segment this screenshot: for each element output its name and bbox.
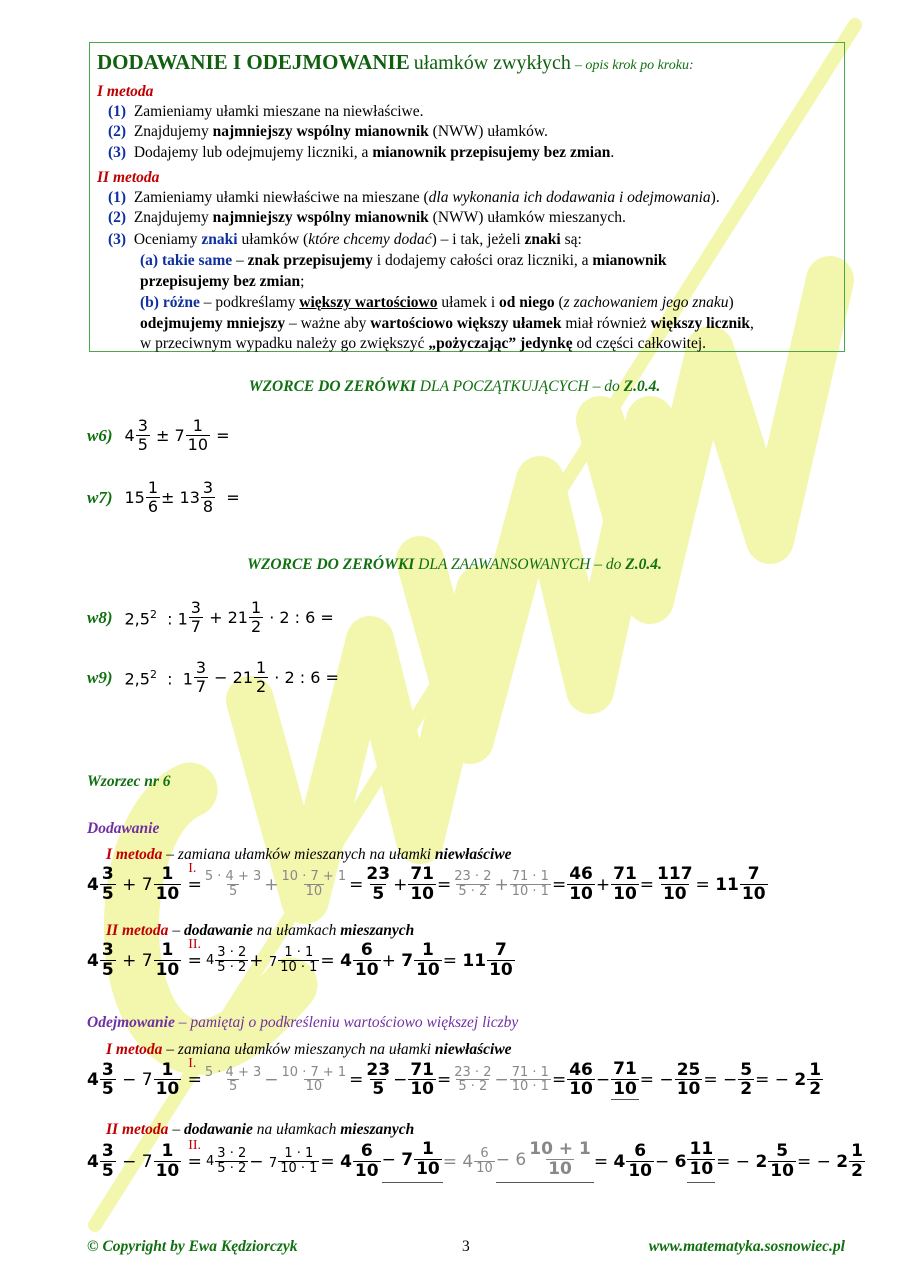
exercise-w9: w9) $2,5^2$ : 1 $\frac{3}{7}$ − 21 $\frac{1}{2}$ · 2 : 6 =	[87, 658, 339, 696]
m2-step-1: (1) Zamieniamy ułamki niewłaściwe na mieszane (dla wykonania ich dodawania i odejmowania).	[108, 189, 720, 206]
m1-step-3: (3) Dodajemy lub odejmujemy liczniki, a mianownik przepisujemy bez zmian.	[108, 144, 615, 161]
m2-step-2: (2) Znajdujemy najmniejszy wspólny mianownik (NWW) ułamków mieszanych.	[108, 209, 626, 226]
method-1-label: I metoda	[97, 83, 154, 100]
subtraction-method-1: I metoda – zamiana ułamków mieszanych na ułamki niewłaściwe	[106, 1041, 512, 1058]
subtraction-heading: Odejmowanie – pamiętaj o podkreśleniu wartościowo większej liczby	[87, 1014, 519, 1031]
addition-heading: Dodawanie	[87, 820, 160, 837]
subtraction-eq-2: 4 $\frac{3}{5}$ − 7 $\frac{1}{10}$ = II. 4 $\frac{3 \cdot 2}{5 \cdot 2}$ − 7 $\frac{1 \cdot 1}{10 \cdot 1}$ = 4 $\frac{6}{10}$ − 7 $\frac{1}{10}$ = 4 $\frac{6}{10}$ − 6 $\frac{10 + 1}{10}$ = 4 $\frac{6}{10}$ − 6 $\frac{11}{10}$ = − 2 $\frac{5}{10}$ = − 2 $\frac{1}{2}$	[87, 1137, 863, 1181]
addition-eq-2: 4 $\frac{3}{5}$ + 7 $\frac{1}{10}$ = II. 4 $\frac{3 \cdot 2}{5 \cdot 2}$ + 7 $\frac{1 \cdot 1}{10 \cdot 1}$ = 4 $\frac{6}{10}$ + 7 $\frac{1}{10}$ = 11 $\frac{7}{10}$	[87, 936, 513, 980]
title-bold: DODAWANIE I ODEJMOWANIE	[97, 50, 410, 74]
sub-b-line-1: (b) różne – podkreślamy większy wartościowo ułamek i od niego (z zachowaniem jego znaku)	[140, 294, 734, 311]
method-2-label: II metoda	[97, 169, 160, 186]
exercise-w7: w7) 15 $\frac{1}{6}$ ± 13 $\frac{3}{8}$ =	[87, 478, 240, 516]
subtraction-eq-1: 4 $\frac{3}{5}$ − 7 $\frac{1}{10}$ = I. $\frac{5 \cdot 4 + 3}{5}$ − $\frac{10 \cdot 7 + 1}{10}$ = $\frac{23}{5}$ − $\frac{71}{10}$ = $\frac{23 \cdot 2}{5 \cdot 2}$ − $\frac{71 \cdot 1}{10 \cdot 1}$ = $\frac{46}{10}$ − $\frac{71}{10}$ = − $\frac{25}{10}$ = − $\frac{5}{2}$ = − 2 $\frac{1}{2}$	[87, 1056, 822, 1100]
exercise-w6: w6) 4 $\frac{3}{5}$ ± 7 $\frac{1}{10}$ =	[87, 416, 230, 454]
addition-eq-1: 4 $\frac{3}{5}$ + 7 $\frac{1}{10}$ = I. $\frac{5 \cdot 4 + 3}{5}$ + $\frac{10 \cdot 7 + 1}{10}$ = $\frac{23}{5}$ + $\frac{71}{10}$ = $\frac{23 \cdot 2}{5 \cdot 2}$ + $\frac{71 \cdot 1}{10 \cdot 1}$ = $\frac{46}{10}$ + $\frac{71}{10}$ = $\frac{117}{10}$ = 11 $\frac{7}{10}$	[87, 860, 766, 904]
box-title	[97, 50, 694, 75]
sub-a-line-1: (a) takie same – znak przepisujemy i dodajemy całości oraz liczniki, a mianownik	[140, 252, 667, 269]
subtraction-method-2: II metoda – dodawanie na ułamkach mieszanych	[106, 1121, 415, 1138]
exercise-w8: w8) $2,5^2$ : 1 $\frac{3}{7}$ + 21 $\frac{1}{2}$ · 2 : 6 =	[87, 598, 334, 636]
addition-method-1: I metoda – zamiana ułamków mieszanych na ułamki niewłaściwe	[106, 846, 512, 863]
m1-step-2: (2) Znajdujemy najmniejszy wspólny mianownik (NWW) ułamków.	[108, 123, 548, 140]
addition-method-2: II metoda – dodawanie na ułamkach mieszanych	[106, 922, 415, 939]
page-number: 3	[462, 1238, 470, 1255]
footer-copyright: © Copyright by Ewa Kędziorczyk	[87, 1238, 298, 1255]
section-advanced: WZORCE DO ZERÓWKI DLA ZAAWANSOWANYCH – do Z.0.4.	[247, 556, 662, 573]
sub-b-line-2: odejmujemy mniejszy – ważne aby wartościowo większy ułamek miał również większy licznik,	[140, 315, 754, 332]
m2-step-3: (3) Oceniamy znaki ułamków (które chcemy dodać) – i tak, jeżeli znaki są:	[108, 231, 582, 248]
title-rest: ułamków zwykłych	[413, 52, 571, 74]
footer-website[interactable]: www.matematyka.sosnowiec.pl	[648, 1238, 845, 1255]
section-beginners: WZORCE DO ZERÓWKI DLA POCZĄTKUJĄCYCH – do Z.0.4.	[248, 378, 661, 395]
m1-step-1: (1) Zamieniamy ułamki mieszane na niewłaściwe.	[108, 103, 424, 120]
sub-b-line-3: w przeciwnym wypadku należy go zwiększyć „pożyczając” jedynkę od części całkowitej.	[140, 335, 707, 352]
title-note: – opis krok po kroku:	[574, 58, 694, 73]
pattern-heading: Wzorzec nr 6	[87, 773, 171, 790]
sub-a-line-2: przepisujemy bez zmian;	[140, 273, 305, 290]
